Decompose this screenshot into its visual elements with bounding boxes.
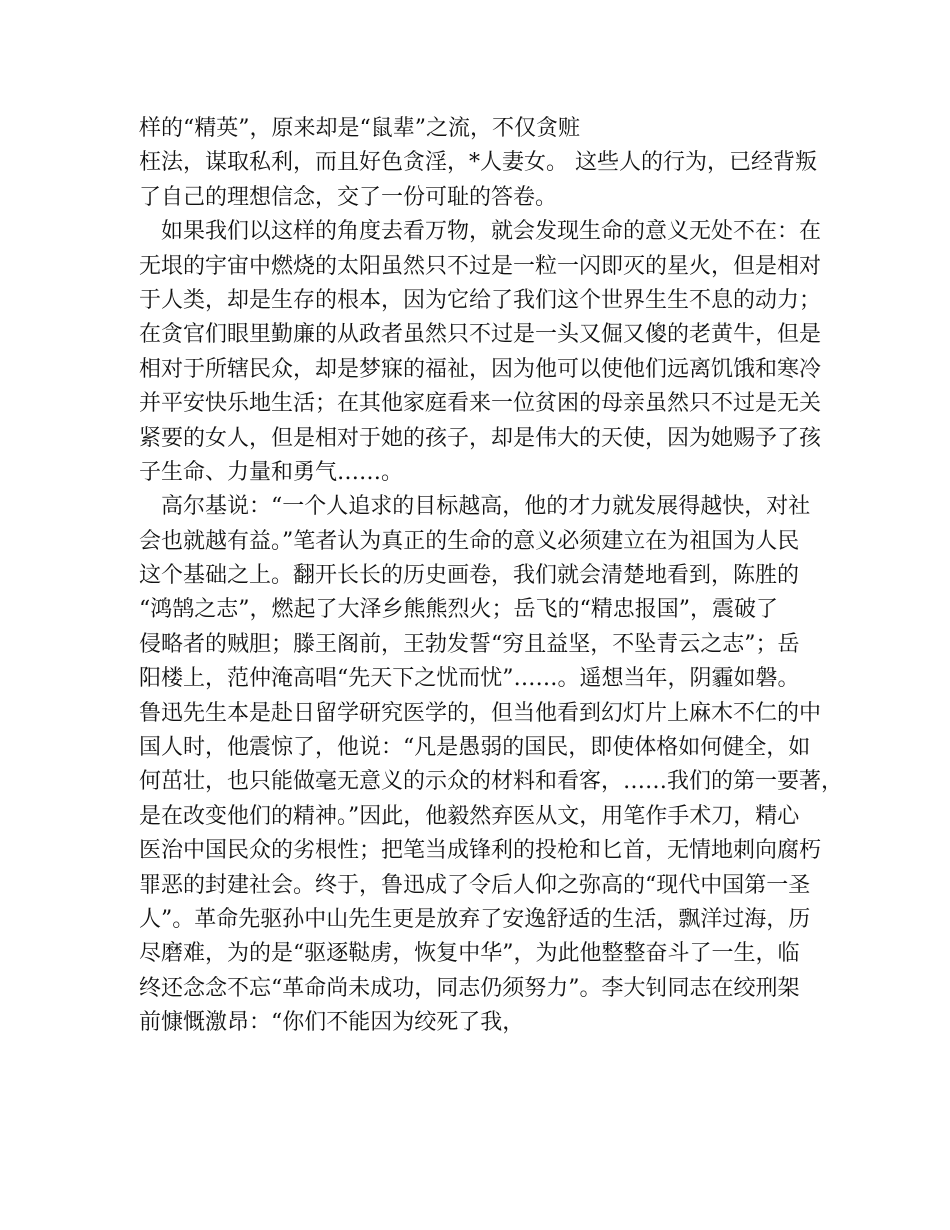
- text-line: 尽磨难，为的是“驱逐鞑虏，恢复中华”，为此他整整奋斗了一生，临: [139, 941, 800, 967]
- text-line: 于人类，却是生存的根本，因为它给了我们这个世界生生不息的动力；: [139, 287, 822, 313]
- text-line: 在贪官们眼里勤廉的从政者虽然只不过是一头又倔又傻的老黄牛，但是: [139, 322, 822, 348]
- text-line: 并平安快乐地生活；在其他家庭看来一位贫困的母亲虽然只不过是无关: [139, 391, 822, 417]
- text-line: 高尔基说：“一个人追求的目标越高，他的才力就发展得越快，对社: [139, 494, 811, 520]
- text-line: 阳楼上，范仲淹高唱“先天下之忧而忧”……。遥想当年，阴霾如磐。: [139, 666, 800, 692]
- text-line: 如果我们以这样的角度去看万物，就会发现生命的意义无处不在：在: [139, 219, 822, 245]
- text-line: 子生命、力量和勇气……。: [139, 459, 404, 485]
- text-line: 鲁迅先生本是赴日留学研究医学的，但当他看到幻灯片上麻木不仁的中: [139, 700, 822, 726]
- text-line: 这个基础之上。翻开长长的历史画卷，我们就会清楚地看到，陈胜的: [139, 563, 800, 589]
- text-line: 终还念念不忘“革命尚未成功，同志仍须努力”。李大钊同志在绞刑架: [139, 975, 800, 1001]
- text-line: 会也就越有益。”笔者认为真正的生命的意义必须建立在为祖国为人民: [139, 528, 800, 554]
- text-line: 紧要的女人，但是相对于她的孩子，却是伟大的天使，因为她赐予了孩: [139, 425, 822, 451]
- text-line: 医治中国民众的劣根性；把笔当成锋利的投枪和匕首，无情地刺向腐朽: [139, 838, 822, 864]
- text-line: 何茁壮，也只能做毫无意义的示众的材料和看客，……我们的第一要著，: [139, 769, 844, 795]
- body-text: [139, 112, 844, 1041]
- text-line: 相对于所辖民众，却是梦寐的福祉，因为他可以使他们远离饥饿和寒冷: [139, 356, 822, 382]
- text-line: 前慷慨激昂：“你们不能因为绞死了我，: [139, 1010, 525, 1036]
- text-line: 枉法，谋取私利，而且好色贪淫，*人妻女。 这些人的行为，已经背叛: [139, 150, 817, 176]
- text-line: “鸿鹄之志”，燃起了大泽乡熊熊烈火；岳飞的“精忠报国”，震破了: [139, 597, 778, 623]
- text-line: 罪恶的封建社会。终于，鲁迅成了令后人仰之弥高的“现代中国第一圣: [139, 872, 811, 898]
- text-line: 样的“精英”，原来却是“鼠辈”之流，不仅贪赃: [139, 116, 580, 141]
- text-line: 侵略者的贼胆；滕王阁前，王勃发誓“穷且益坚，不坠青云之志”；岳: [139, 631, 800, 657]
- text-line: 人”。革命先驱孙中山先生更是放弃了安逸舒适的生活，飘洋过海，历: [139, 906, 811, 932]
- text-line: 国人时，他震惊了，他说：“凡是愚弱的国民，即使体格如何健全，如: [139, 735, 811, 761]
- text-line: 是在改变他们的精神。”因此，他毅然弃医从文，用笔作手术刀，精心: [139, 803, 800, 829]
- text-line: 了自己的理想信念，交了一份可耻的答卷。: [139, 184, 558, 210]
- text-line: 无垠的宇宙中燃烧的太阳虽然只不过是一粒一闪即灭的星火，但是相对: [139, 253, 822, 279]
